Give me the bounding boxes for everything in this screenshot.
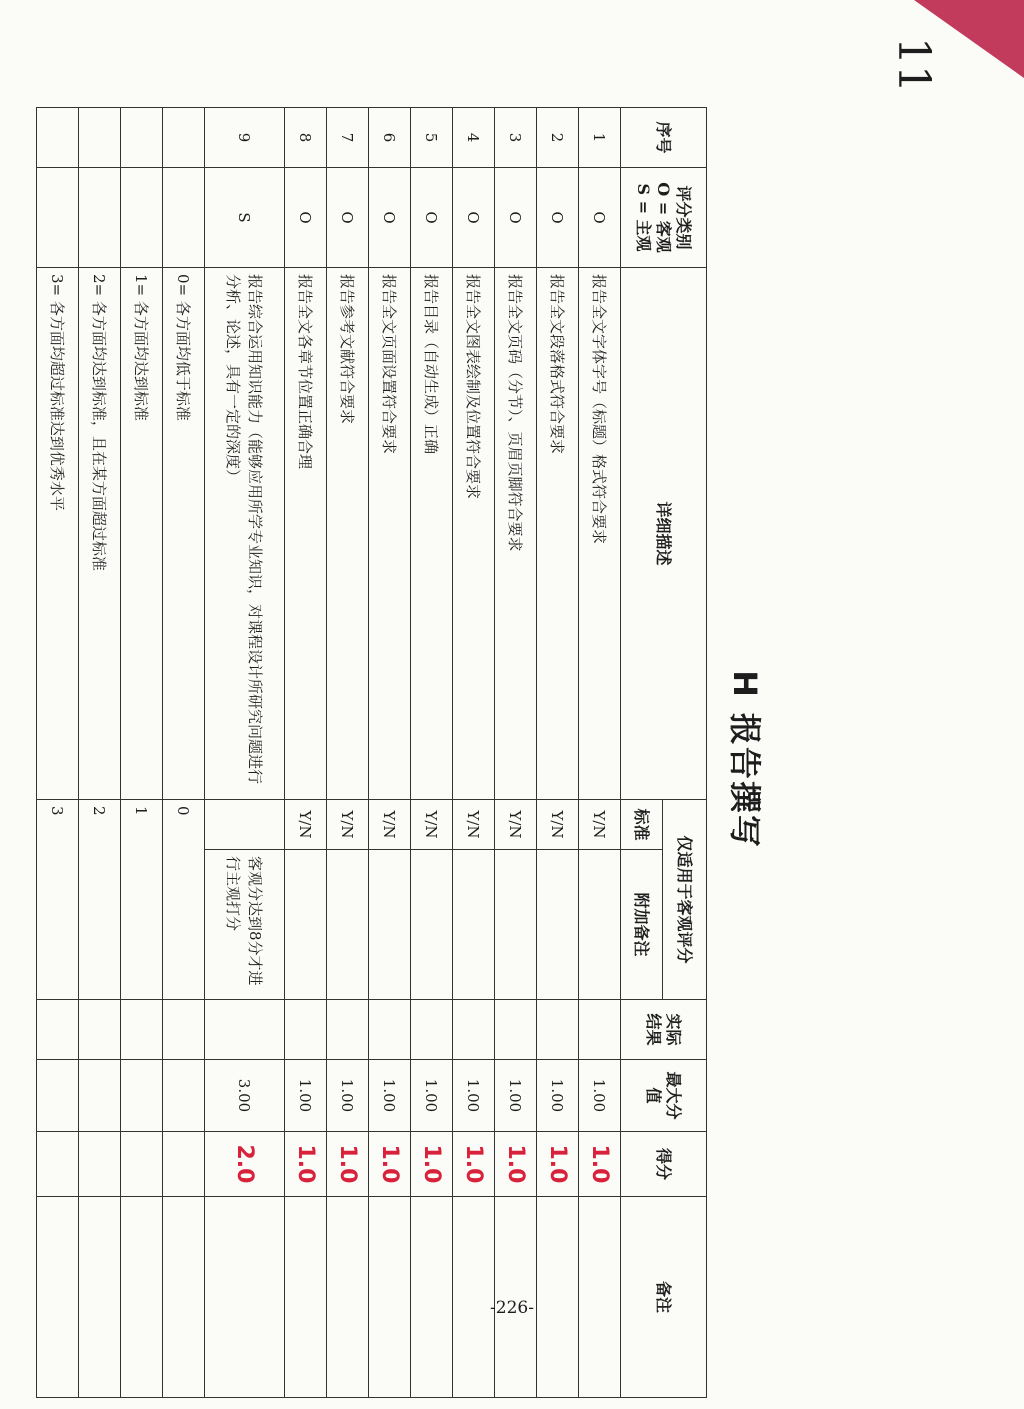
header-category-line: O = 客观 [654, 182, 674, 253]
row-category: O [495, 168, 537, 268]
row-actual [495, 1000, 537, 1060]
row-score-handwritten: 1.0 [369, 1132, 411, 1197]
row-category: O [369, 168, 411, 268]
level-value: 2 [79, 800, 121, 1000]
row-score-handwritten: 2.0 [205, 1132, 285, 1197]
table-row [205, 108, 285, 1398]
row-category: O [453, 168, 495, 268]
level-value: 1 [121, 800, 163, 1000]
header-seq: 序号 [621, 108, 707, 168]
row-description: 报告全文各章节位置正确合理 [285, 268, 327, 800]
row-score-handwritten: 1.0 [327, 1132, 369, 1197]
table-row [369, 108, 411, 1398]
page-mark: 11 [888, 37, 939, 93]
header-description: 详细描述 [621, 268, 707, 800]
table-row [453, 108, 495, 1398]
level-description [79, 268, 121, 800]
row-actual [453, 1000, 495, 1060]
header-max: 最大分值 [621, 1060, 707, 1132]
row-description: 报告综合运用知识能力（能够应用所学专业知识，对课程设计所研究问题进行分析、论述，具有一定的深度） [205, 268, 285, 800]
row-category: O [579, 168, 621, 268]
header-category [621, 168, 707, 268]
row-actual [205, 1000, 285, 1060]
level-text: 各方面均达到标准，且在某方面超过标准 [90, 300, 108, 571]
level-value: 0 [163, 800, 205, 1000]
page-footer-number: -226- [490, 1298, 534, 1318]
row-standard [205, 800, 285, 850]
table-row [411, 108, 453, 1398]
row-actual [537, 1000, 579, 1060]
section-title [707, 108, 788, 1398]
level-description [121, 268, 163, 800]
row-description: 报告全文图表绘制及位置符合要求 [453, 268, 495, 800]
header-extra-note: 附加备注 [621, 850, 663, 1000]
row-max: 1.00 [453, 1060, 495, 1132]
row-standard: Y/N [411, 800, 453, 850]
level-row [37, 108, 79, 1398]
header-standard: 标准 [621, 800, 663, 850]
row-note [495, 850, 537, 1000]
row-standard: Y/N [495, 800, 537, 850]
row-seq: 4 [453, 108, 495, 168]
header-remark: 备注 [621, 1197, 707, 1398]
table-row [537, 108, 579, 1398]
rubric-sheet [48, 107, 787, 1397]
level-row [163, 108, 205, 1398]
row-description: 报告全文字体字号（标题）格式符合要求 [579, 268, 621, 800]
table-row [327, 108, 369, 1398]
row-note [453, 850, 495, 1000]
row-category: O [411, 168, 453, 268]
header-score: 得分 [621, 1132, 707, 1197]
row-max: 1.00 [495, 1060, 537, 1132]
row-description: 报告全文页面设置符合要求 [369, 268, 411, 800]
header-category-line: S = 主观 [634, 183, 654, 252]
row-category: O [537, 168, 579, 268]
row-standard: Y/N [579, 800, 621, 850]
row-category: O [285, 168, 327, 268]
header-category-line: 评分类别 [674, 185, 694, 250]
rubric-table [36, 107, 787, 1398]
row-category: O [327, 168, 369, 268]
row-max: 1.00 [411, 1060, 453, 1132]
level-label: 0= [174, 274, 192, 297]
row-category: S [205, 168, 285, 268]
row-seq: 9 [205, 108, 285, 168]
level-text: 各方面均超过标准达到优秀水平 [48, 300, 66, 511]
row-description: 报告全文页码（分节）、页眉页脚符合要求 [495, 268, 537, 800]
table-row [285, 108, 327, 1398]
table-row [495, 108, 537, 1398]
row-note: 客观分达到8分才进行主观打分 [205, 850, 285, 1000]
row-max: 1.00 [579, 1060, 621, 1132]
row-note [537, 850, 579, 1000]
row-note [579, 850, 621, 1000]
level-text: 各方面均低于标准 [174, 300, 192, 421]
row-standard: Y/N [537, 800, 579, 850]
row-description: 报告参考文献符合要求 [327, 268, 369, 800]
header-actual: 实际结果 [621, 1000, 707, 1060]
row-seq: 1 [579, 108, 621, 168]
row-score-handwritten: 1.0 [537, 1132, 579, 1197]
row-seq: 8 [285, 108, 327, 168]
row-seq: 3 [495, 108, 537, 168]
row-actual [285, 1000, 327, 1060]
row-seq: 7 [327, 108, 369, 168]
table-row [579, 108, 621, 1398]
row-actual [369, 1000, 411, 1060]
row-score-handwritten: 1.0 [579, 1132, 621, 1197]
row-score-handwritten: 1.0 [411, 1132, 453, 1197]
row-seq: 2 [537, 108, 579, 168]
row-max: 1.00 [327, 1060, 369, 1132]
level-row [121, 108, 163, 1398]
row-seq: 5 [411, 108, 453, 168]
row-score-handwritten: 1.0 [495, 1132, 537, 1197]
level-row [79, 108, 121, 1398]
row-note [369, 850, 411, 1000]
level-text: 各方面均达到标准 [132, 300, 150, 421]
section-name: 报告撰写 [726, 712, 764, 849]
level-label: 3= [48, 274, 66, 297]
row-standard: Y/N [285, 800, 327, 850]
row-note [327, 850, 369, 1000]
row-score-handwritten: 1.0 [285, 1132, 327, 1197]
row-max: 1.00 [369, 1060, 411, 1132]
row-standard: Y/N [327, 800, 369, 850]
row-max: 1.00 [285, 1060, 327, 1132]
row-actual [327, 1000, 369, 1060]
level-label: 2= [90, 274, 108, 297]
row-standard: Y/N [369, 800, 411, 850]
level-description [37, 268, 79, 800]
level-label: 1= [132, 274, 150, 297]
row-actual [579, 1000, 621, 1060]
row-description: 报告目录（自动生成）正确 [411, 268, 453, 800]
row-actual [411, 1000, 453, 1060]
row-max: 3.00 [205, 1060, 285, 1132]
row-note [411, 850, 453, 1000]
row-standard: Y/N [453, 800, 495, 850]
row-note [285, 850, 327, 1000]
section-letter: H [726, 670, 764, 699]
row-seq: 6 [369, 108, 411, 168]
row-description: 报告全文段落格式符合要求 [537, 268, 579, 800]
header-objective-group: 仅适用于客观评分 [663, 800, 707, 1000]
row-score-handwritten: 1.0 [453, 1132, 495, 1197]
level-value: 3 [37, 800, 79, 1000]
row-max: 1.00 [537, 1060, 579, 1132]
level-description [163, 268, 205, 800]
